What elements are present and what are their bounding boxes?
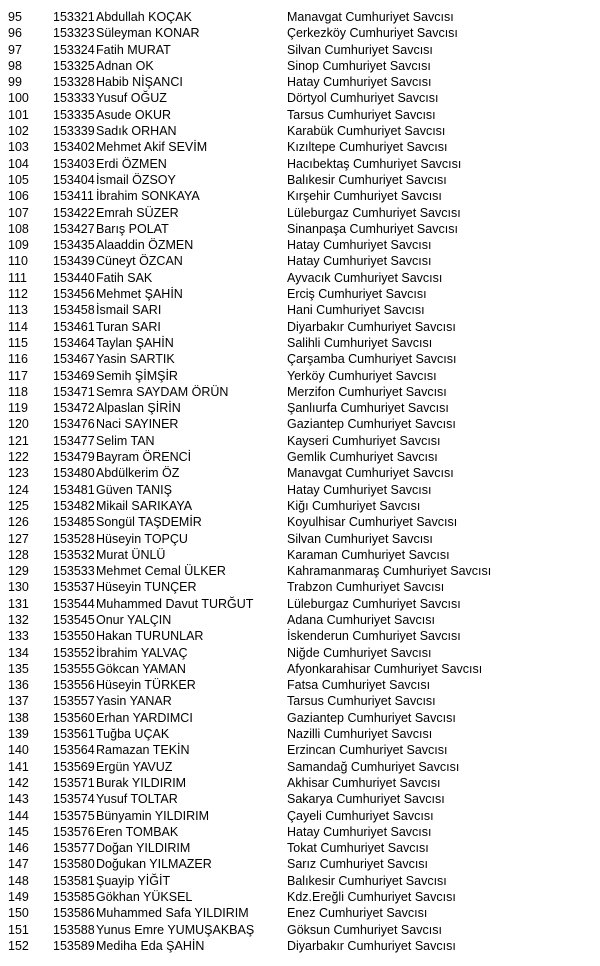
person-name: Tuğba UÇAK — [96, 727, 170, 742]
row-number: 132 — [8, 612, 29, 627]
list-item — [0, 726, 600, 742]
assigned-office: Gemlik Cumhuriyet Savcısı — [287, 450, 438, 465]
row-number: 138 — [8, 710, 29, 725]
person-name: Burak YILDIRIM — [96, 775, 187, 790]
person-name: Yunus Emre YUMUŞAKBAŞ — [96, 922, 255, 937]
person-name: Hüseyin TOPÇU — [96, 531, 188, 546]
assigned-office: Hatay Cumhuriyet Savcısı — [287, 824, 432, 839]
registration-number: 153485 — [53, 515, 95, 530]
person-name: Mehmet Akif SEVİM — [96, 140, 208, 155]
row-number: 110 — [8, 254, 28, 269]
registration-number: 153323 — [53, 26, 95, 41]
person-name: Asude OKUR — [96, 107, 172, 122]
list-item — [0, 237, 600, 253]
person-name: Fatih MURAT — [96, 42, 171, 57]
list-item — [0, 172, 600, 188]
person-name: Yasin SARTIK — [96, 352, 175, 367]
registration-number: 153575 — [53, 808, 95, 823]
row-number: 144 — [8, 808, 29, 823]
row-number: 148 — [8, 873, 29, 888]
row-number: 120 — [8, 417, 29, 432]
list-item — [0, 433, 600, 449]
list-item — [0, 661, 600, 677]
person-name: Taylan ŞAHİN — [96, 335, 174, 350]
registration-number: 153564 — [53, 743, 95, 758]
row-number: 123 — [8, 466, 29, 481]
assigned-office: Afyonkarahisar Cumhuriyet Savcısı — [287, 661, 483, 676]
registration-number: 153456 — [53, 287, 95, 302]
registration-number: 153476 — [53, 417, 95, 432]
assigned-office: Silvan Cumhuriyet Savcısı — [287, 531, 433, 546]
list-item — [0, 791, 600, 807]
list-item — [0, 400, 600, 416]
registration-number: 153339 — [53, 124, 95, 139]
row-number: 128 — [8, 547, 29, 562]
list-item — [0, 808, 600, 824]
list-item — [0, 74, 600, 90]
assigned-office: Yerköy Cumhuriyet Savcısı — [287, 368, 437, 383]
row-number: 149 — [8, 890, 29, 905]
person-name: Hakan TURUNLAR — [96, 629, 204, 644]
registration-number: 153324 — [53, 42, 95, 57]
registration-number: 153403 — [53, 156, 95, 171]
row-number: 136 — [8, 678, 29, 693]
registration-number: 153532 — [53, 547, 95, 562]
row-number: 118 — [8, 384, 28, 399]
assigned-office: Trabzon Cumhuriyet Savcısı — [287, 580, 445, 595]
person-name: Songül TAŞDEMİR — [96, 515, 202, 530]
assigned-office: Lüleburgaz Cumhuriyet Savcısı — [287, 596, 461, 611]
person-name: Murat ÜNLÜ — [96, 547, 166, 562]
row-number: 119 — [8, 401, 28, 416]
row-number: 143 — [8, 792, 29, 807]
list-item — [0, 922, 600, 938]
list-item — [0, 905, 600, 921]
row-number: 146 — [8, 841, 29, 856]
assigned-office: Akhisar Cumhuriyet Savcısı — [287, 775, 441, 790]
person-name: Doğukan YILMAZER — [96, 857, 212, 872]
row-number: 106 — [8, 189, 29, 204]
person-name: Ergün YAVUZ — [96, 759, 173, 774]
person-name: Barış POLAT — [96, 221, 169, 236]
row-number: 103 — [8, 140, 29, 155]
assigned-office: Göksun Cumhuriyet Savcısı — [287, 922, 442, 937]
list-item — [0, 58, 600, 74]
registration-number: 153477 — [53, 433, 95, 448]
person-name: Abdülkerim ÖZ — [96, 466, 180, 481]
registration-number: 153545 — [53, 612, 95, 627]
list-item — [0, 498, 600, 514]
person-name: Eren TOMBAK — [96, 824, 179, 839]
list-item — [0, 775, 600, 791]
registration-number: 153555 — [53, 661, 95, 676]
list-item — [0, 465, 600, 481]
registration-number: 153439 — [53, 254, 95, 269]
list-item — [0, 107, 600, 123]
assigned-office: Çerkezköy Cumhuriyet Savcısı — [287, 26, 458, 41]
registration-number: 153589 — [53, 938, 95, 953]
assigned-office: Manavgat Cumhuriyet Savcısı — [287, 466, 454, 481]
person-name: Şuayip YİĞİT — [96, 873, 171, 888]
assigned-office: Sarız Cumhuriyet Savcısı — [287, 857, 429, 872]
list-item — [0, 319, 600, 335]
registration-number: 153464 — [53, 335, 95, 350]
list-item — [0, 693, 600, 709]
assigned-office: Hatay Cumhuriyet Savcısı — [287, 254, 432, 269]
assigned-office: Fatsa Cumhuriyet Savcısı — [287, 678, 431, 693]
person-name: Erdi ÖZMEN — [96, 156, 167, 171]
list-item — [0, 856, 600, 872]
row-number: 101 — [8, 107, 29, 122]
assigned-office: Kahramanmaraş Cumhuriyet Savcısı — [287, 564, 492, 579]
row-number: 131 — [8, 596, 29, 611]
assigned-office: Salihli Cumhuriyet Savcısı — [287, 335, 433, 350]
row-number: 135 — [8, 661, 29, 676]
appointment-list — [0, 9, 600, 954]
person-name: Muhammed Davut TURĞUT — [96, 596, 254, 611]
row-number: 105 — [8, 172, 29, 187]
list-item — [0, 270, 600, 286]
person-name: Gökcan YAMAN — [96, 661, 186, 676]
registration-number: 153571 — [53, 775, 95, 790]
registration-number: 153537 — [53, 580, 95, 595]
assigned-office: Gaziantep Cumhuriyet Savcısı — [287, 710, 456, 725]
registration-number: 153580 — [53, 857, 95, 872]
assigned-office: Erzincan Cumhuriyet Savcısı — [287, 743, 448, 758]
row-number: 111 — [8, 270, 28, 285]
row-number: 115 — [8, 335, 28, 350]
assigned-office: Sinop Cumhuriyet Savcısı — [287, 58, 431, 73]
registration-number: 153328 — [53, 75, 95, 90]
person-name: Bünyamin YILDIRIM — [96, 808, 210, 823]
registration-number: 153325 — [53, 58, 95, 73]
list-item — [0, 335, 600, 351]
row-number: 140 — [8, 743, 29, 758]
assigned-office: Manavgat Cumhuriyet Savcısı — [287, 10, 454, 24]
registration-number: 153471 — [53, 384, 95, 399]
list-item — [0, 139, 600, 155]
person-name: Erhan YARDIMCI — [96, 710, 193, 725]
assigned-office: Çarşamba Cumhuriyet Savcısı — [287, 352, 457, 367]
registration-number: 153574 — [53, 792, 95, 807]
registration-number: 153472 — [53, 401, 95, 416]
registration-number: 153528 — [53, 531, 95, 546]
assigned-office: Kayseri Cumhuriyet Savcısı — [287, 433, 441, 448]
list-item — [0, 449, 600, 465]
row-number: 142 — [8, 775, 29, 790]
assigned-office: Samandağ Cumhuriyet Savcısı — [287, 759, 460, 774]
assigned-office: Kırşehir Cumhuriyet Savcısı — [287, 189, 442, 204]
registration-number: 153335 — [53, 107, 95, 122]
row-number: 139 — [8, 727, 29, 742]
list-item — [0, 759, 600, 775]
registration-number: 153586 — [53, 906, 95, 921]
assigned-office: Dörtyol Cumhuriyet Savcısı — [287, 91, 439, 106]
person-name: Alpaslan ŞİRİN — [96, 401, 181, 416]
person-name: Ramazan TEKİN — [96, 743, 190, 758]
list-item — [0, 253, 600, 269]
person-name: Bayram ÖRENCİ — [96, 450, 192, 465]
person-name: Süleyman KONAR — [96, 26, 200, 41]
assigned-office: Gaziantep Cumhuriyet Savcısı — [287, 417, 456, 432]
list-item — [0, 156, 600, 172]
row-number: 125 — [8, 498, 29, 513]
list-item — [0, 563, 600, 579]
assigned-office: Karabük Cumhuriyet Savcısı — [287, 124, 446, 139]
assigned-office: Hatay Cumhuriyet Savcısı — [287, 482, 432, 497]
list-item — [0, 482, 600, 498]
registration-number: 153533 — [53, 564, 95, 579]
registration-number: 153560 — [53, 710, 95, 725]
row-number: 97 — [8, 42, 22, 57]
assigned-office: Balıkesir Cumhuriyet Savcısı — [287, 172, 447, 187]
list-item — [0, 416, 600, 432]
row-number: 98 — [8, 58, 22, 73]
list-item — [0, 9, 600, 25]
registration-number: 153321 — [53, 10, 95, 24]
person-name: Adnan OK — [96, 58, 154, 73]
registration-number: 153404 — [53, 172, 95, 187]
row-number: 127 — [8, 531, 29, 546]
list-item — [0, 205, 600, 221]
registration-number: 153435 — [53, 238, 95, 253]
list-item — [0, 628, 600, 644]
person-name: Semih ŞİMŞİR — [96, 368, 178, 383]
person-name: Habib NİŞANCI — [96, 75, 183, 90]
person-name: Gökhan YÜKSEL — [96, 890, 193, 905]
assigned-office: Diyarbakır Cumhuriyet Savcısı — [287, 938, 456, 953]
person-name: Onur YALÇIN — [96, 612, 172, 627]
registration-number: 153480 — [53, 466, 95, 481]
row-number: 126 — [8, 515, 29, 530]
list-item — [0, 579, 600, 595]
assigned-office: Sakarya Cumhuriyet Savcısı — [287, 792, 445, 807]
person-name: Doğan YILDIRIM — [96, 841, 191, 856]
assigned-office: Kdz.Ereğli Cumhuriyet Savcısı — [287, 890, 456, 905]
row-number: 95 — [8, 10, 22, 24]
list-item — [0, 90, 600, 106]
list-item — [0, 677, 600, 693]
row-number: 117 — [8, 368, 28, 383]
registration-number: 153588 — [53, 922, 95, 937]
person-name: Alaaddin ÖZMEN — [96, 238, 194, 253]
assigned-office: Tarsus Cumhuriyet Savcısı — [287, 107, 436, 122]
row-number: 107 — [8, 205, 29, 220]
person-name: İsmail SARI — [96, 303, 162, 318]
row-number: 124 — [8, 482, 29, 497]
row-number: 141 — [8, 759, 29, 774]
row-number: 104 — [8, 156, 29, 171]
person-name: Muhammed Safa YILDIRIM — [96, 906, 249, 921]
row-number: 150 — [8, 906, 29, 921]
row-number: 112 — [8, 287, 28, 302]
list-item — [0, 188, 600, 204]
person-name: Selim TAN — [96, 433, 155, 448]
registration-number: 153440 — [53, 270, 95, 285]
list-item — [0, 123, 600, 139]
registration-number: 153556 — [53, 678, 95, 693]
person-name: Yusuf OĞUZ — [96, 91, 167, 106]
list-item — [0, 547, 600, 563]
registration-number: 153333 — [53, 91, 95, 106]
row-number: 114 — [8, 319, 28, 334]
assigned-office: Nazilli Cumhuriyet Savcısı — [287, 727, 433, 742]
list-item — [0, 531, 600, 547]
row-number: 129 — [8, 564, 29, 579]
person-name: Hüseyin TÜRKER — [96, 678, 196, 693]
person-name: Cüneyt ÖZCAN — [96, 254, 183, 269]
list-item — [0, 221, 600, 237]
row-number: 134 — [8, 645, 29, 660]
person-name: Mehmet Cemal ÜLKER — [96, 564, 226, 579]
row-number: 133 — [8, 629, 29, 644]
list-item — [0, 384, 600, 400]
person-name: Mediha Eda ŞAHİN — [96, 938, 205, 953]
list-item — [0, 612, 600, 628]
registration-number: 153402 — [53, 140, 95, 155]
assigned-office: Enez Cumhuriyet Savcısı — [287, 906, 428, 921]
assigned-office: Hacıbektaş Cumhuriyet Savcısı — [287, 156, 462, 171]
list-item — [0, 351, 600, 367]
assigned-office: Merzifon Cumhuriyet Savcısı — [287, 384, 447, 399]
row-number: 100 — [8, 91, 29, 106]
assigned-office: Koyulhisar Cumhuriyet Savcısı — [287, 515, 458, 530]
assigned-office: Adana Cumhuriyet Savcısı — [287, 612, 435, 627]
row-number: 121 — [8, 433, 29, 448]
assigned-office: Diyarbakır Cumhuriyet Savcısı — [287, 319, 456, 334]
list-item — [0, 742, 600, 758]
row-number: 116 — [8, 352, 28, 367]
assigned-office: Tarsus Cumhuriyet Savcısı — [287, 694, 436, 709]
assigned-office: Şanlıurfa Cumhuriyet Savcısı — [287, 401, 449, 416]
assigned-office: Hatay Cumhuriyet Savcısı — [287, 238, 432, 253]
person-name: İsmail ÖZSOY — [96, 172, 176, 187]
assigned-office: Erciş Cumhuriyet Savcısı — [287, 287, 427, 302]
person-name: Abdullah KOÇAK — [96, 10, 192, 24]
list-item — [0, 596, 600, 612]
row-number: 102 — [8, 124, 29, 139]
person-name: İbrahim SONKAYA — [96, 189, 200, 204]
registration-number: 153557 — [53, 694, 95, 709]
person-name: Güven TANIŞ — [96, 482, 172, 497]
assigned-office: Silvan Cumhuriyet Savcısı — [287, 42, 433, 57]
assigned-office: Tokat Cumhuriyet Savcısı — [287, 841, 429, 856]
assigned-office: Çayeli Cumhuriyet Savcısı — [287, 808, 434, 823]
list-item — [0, 645, 600, 661]
row-number: 137 — [8, 694, 29, 709]
person-name: Emrah SÜZER — [96, 205, 179, 220]
person-name: İbrahim YALVAÇ — [96, 645, 188, 660]
row-number: 109 — [8, 238, 29, 253]
registration-number: 153550 — [53, 629, 95, 644]
assigned-office: İskenderun Cumhuriyet Savcısı — [287, 629, 461, 644]
row-number: 130 — [8, 580, 29, 595]
person-name: Yasin YANAR — [96, 694, 172, 709]
list-item — [0, 25, 600, 41]
assigned-office: Karaman Cumhuriyet Savcısı — [287, 547, 450, 562]
list-item — [0, 302, 600, 318]
registration-number: 153427 — [53, 221, 95, 236]
assigned-office: Lüleburgaz Cumhuriyet Savcısı — [287, 205, 461, 220]
registration-number: 153458 — [53, 303, 95, 318]
registration-number: 153561 — [53, 727, 95, 742]
registration-number: 153467 — [53, 352, 95, 367]
person-name: Yusuf TOLTAR — [96, 792, 178, 807]
person-name: Hüseyin TUNÇER — [96, 580, 197, 595]
registration-number: 153479 — [53, 450, 95, 465]
person-name: Mikail SARIKAYA — [96, 498, 193, 513]
list-item — [0, 514, 600, 530]
person-name: Naci SAYINER — [96, 417, 179, 432]
row-number: 122 — [8, 450, 29, 465]
row-number: 96 — [8, 26, 22, 41]
assigned-office: Kiğı Cumhuriyet Savcısı — [287, 498, 421, 513]
registration-number: 153461 — [53, 319, 95, 334]
person-name: Mehmet ŞAHİN — [96, 287, 183, 302]
list-item — [0, 938, 600, 954]
person-name: Turan SARI — [96, 319, 161, 334]
person-name: Sadık ORHAN — [96, 124, 177, 139]
registration-number: 153552 — [53, 645, 95, 660]
registration-number: 153569 — [53, 759, 95, 774]
assigned-office: Hani Cumhuriyet Savcısı — [287, 303, 425, 318]
registration-number: 153422 — [53, 205, 95, 220]
person-name: Semra SAYDAM ÖRÜN — [96, 384, 229, 399]
row-number: 152 — [8, 938, 29, 953]
registration-number: 153576 — [53, 824, 95, 839]
registration-number: 153469 — [53, 368, 95, 383]
row-number: 147 — [8, 857, 29, 872]
row-number: 113 — [8, 303, 28, 318]
list-item — [0, 286, 600, 302]
list-item — [0, 710, 600, 726]
list-item — [0, 873, 600, 889]
registration-number: 153577 — [53, 841, 95, 856]
registration-number: 153585 — [53, 890, 95, 905]
row-number: 99 — [8, 75, 22, 90]
registration-number: 153481 — [53, 482, 95, 497]
assigned-office: Balıkesir Cumhuriyet Savcısı — [287, 873, 447, 888]
list-item — [0, 840, 600, 856]
row-number: 145 — [8, 824, 29, 839]
row-number: 151 — [8, 922, 29, 937]
row-number: 108 — [8, 221, 29, 236]
assigned-office: Hatay Cumhuriyet Savcısı — [287, 75, 432, 90]
assigned-office: Ayvacık Cumhuriyet Savcısı — [287, 270, 443, 285]
list-item — [0, 368, 600, 384]
list-item — [0, 889, 600, 905]
registration-number: 153581 — [53, 873, 95, 888]
assigned-office: Kızıltepe Cumhuriyet Savcısı — [287, 140, 448, 155]
registration-number: 153544 — [53, 596, 95, 611]
person-name: Fatih SAK — [96, 270, 153, 285]
assigned-office: Niğde Cumhuriyet Savcısı — [287, 645, 432, 660]
registration-number: 153411 — [53, 189, 94, 204]
assigned-office: Sinanpaşa Cumhuriyet Savcısı — [287, 221, 458, 236]
registration-number: 153482 — [53, 498, 95, 513]
list-item — [0, 42, 600, 58]
list-item — [0, 824, 600, 840]
